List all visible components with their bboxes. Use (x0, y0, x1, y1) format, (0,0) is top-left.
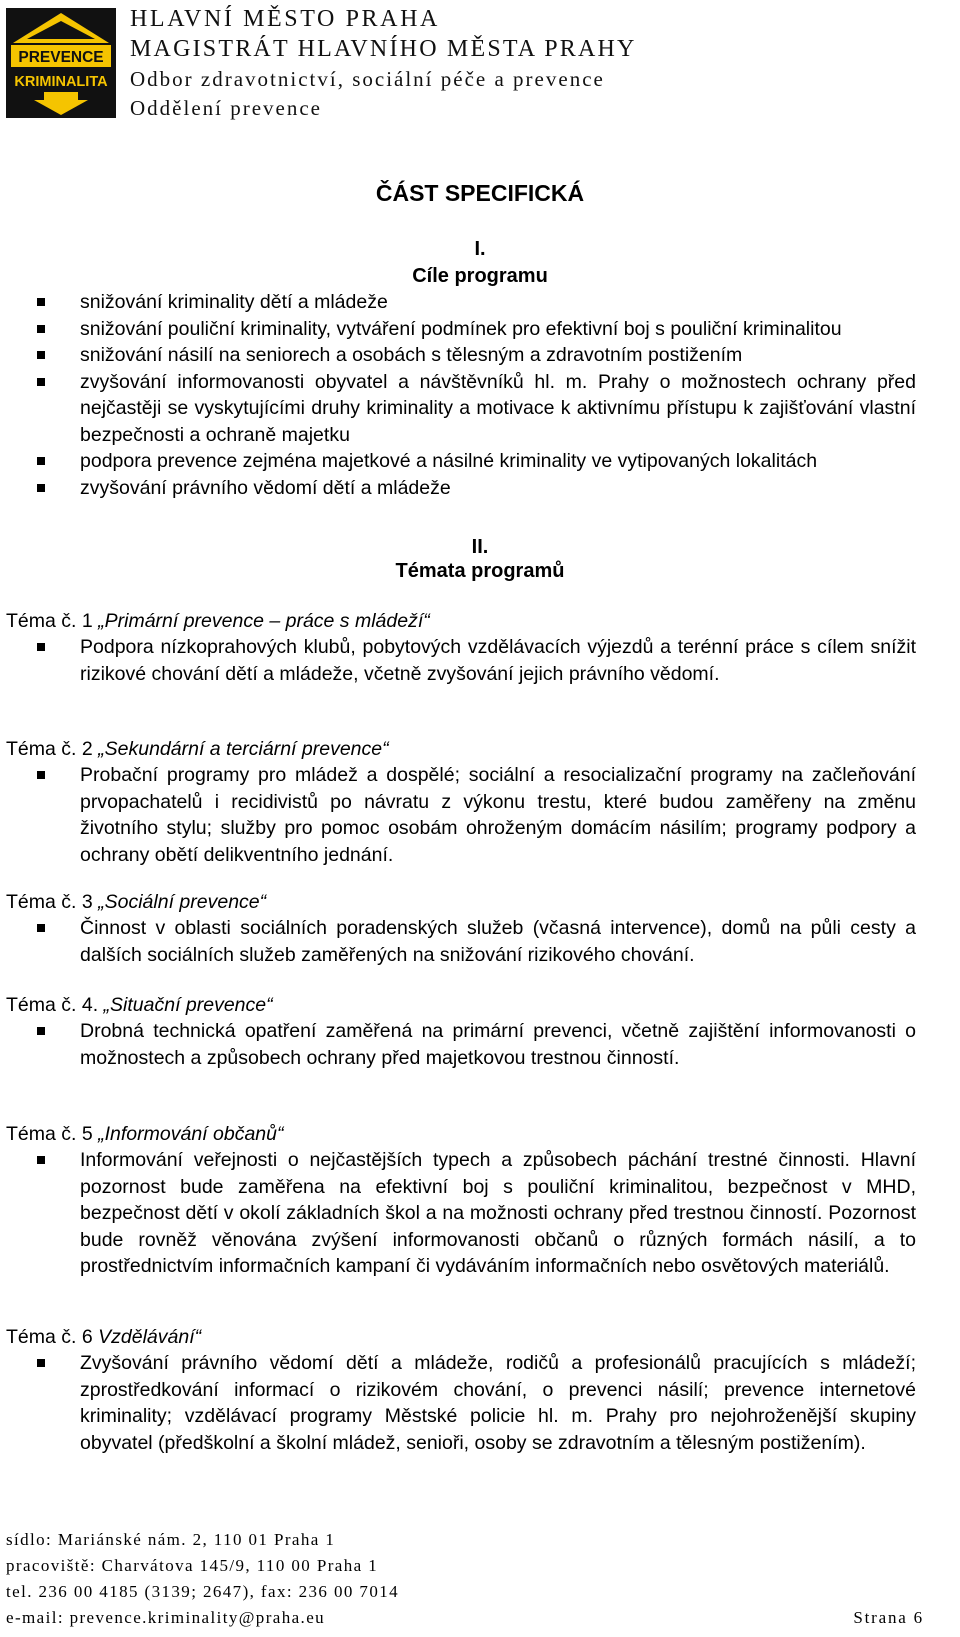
topic-item: Drobná technická opatření zaměřená na primární prevenci, včetně zajištění informovanosti o možnostech a způsobech ochrany před majetkovou trestnou činností. (0, 1018, 960, 1071)
topic-3-list (0, 915, 960, 968)
bullet-icon (37, 643, 45, 651)
topic-4-title: Téma č. 4. „Situační prevence“ (6, 994, 273, 1016)
logo-text-bottom: KRIMINALITA (14, 74, 108, 90)
bullet-icon (37, 1359, 45, 1367)
bullet-icon (37, 484, 45, 492)
goal-item: podpora prevence zejména majetkové a násilné kriminality ve vytipovaných lokalitách (0, 448, 960, 475)
topic-item: Činnost v oblasti sociálních poradenských služeb (včasná intervence), domů na půli cesty a dalších sociálních služeb zaměřených na snižování rizikového chování. (0, 915, 960, 968)
bullet-icon (37, 351, 45, 359)
header-city: HLAVNÍ MĚSTO PRAHA (130, 6, 440, 32)
topic-2-list (0, 762, 960, 868)
section-1-number: I. (474, 238, 486, 260)
topic-item: Informování veřejnosti o nejčastějších typech a způsobech páchání trestné činnosti. Hlavní pozornost bude zaměřena na efektivní boj s pouliční kriminalitou, bezpečnost v MHD, bezpečnost dětí v okolí základních škol a na možnosti ochrany před trestnou činností. Pozornost bude rovněž věnována zvýšení informovanosti občanů o různých formách násilí, a to prostřednictvím informačních kampaní či vydáváním informačních nebo osvětových materiálů. (0, 1147, 960, 1280)
page-number: Strana 6 (853, 1608, 924, 1627)
footer-address: sídlo: Mariánské nám. 2, 110 01 Praha 1 (6, 1530, 336, 1549)
goals-list (0, 289, 960, 501)
topic-6-title: Téma č. 6 Vzdělávání“ (6, 1326, 202, 1348)
topic-5-list (0, 1147, 960, 1280)
header-unit: Oddělení prevence (130, 96, 323, 120)
topic-5-title: Téma č. 5 „Informování občanů“ (6, 1123, 284, 1145)
topic-1-title: Téma č. 1 „Primární prevence – práce s mládeží“ (6, 610, 430, 632)
topic-4-list (0, 1018, 960, 1071)
bullet-icon (37, 924, 45, 932)
goal-item: snižování násilí na seniorech a osobách s tělesným a zdravotním postižením (0, 342, 960, 369)
prevence-kriminality-logo (6, 8, 116, 118)
section-1-heading: Cíle programu (412, 265, 548, 287)
bullet-icon (37, 771, 45, 779)
page-title: ČÁST SPECIFICKÁ (375, 180, 585, 206)
bullet-icon (37, 298, 45, 306)
goal-item: zvyšování právního vědomí dětí a mládeže (0, 475, 960, 502)
goal-item: snižování kriminality dětí a mládeže (0, 289, 960, 316)
topic-item: Probační programy pro mládež a dospělé; sociální a resocializační programy na začleňování prvopachatelů i recidivistů po návratu z výkonu trestu, které budou zaměřeny na změnu životního stylu; služby pro pomoc osobám ohroženým domácím násilím; programy podpory a ochrany obětí delikventního jednání. (0, 762, 960, 868)
bullet-icon (37, 457, 45, 465)
goal-item: zvyšování informovanosti obyvatel a návštěvníků hl. m. Prahy o možnostech ochrany před nejčastěji se vyskytujícími druhy kriminality a motivace k aktivnímu přístupu k zajišťování vlastní bezpečnosti a ochraně majetku (0, 369, 960, 449)
footer-workplace: pracoviště: Charvátova 145/9, 110 00 Praha 1 (6, 1556, 379, 1575)
footer-email: e-mail: prevence.kriminality@praha.eu (6, 1608, 326, 1627)
logo-text-top: PREVENCE (18, 49, 104, 66)
topic-item: Zvyšování právního vědomí dětí a mládeže, rodičů a profesionálů pracujících s mládeží; zprostředkování informací o rizikovém chování, o prevenci násilí; prevence internetové kriminality; vzdělávací programy Městské policie hl. m. Prahy pro nejohroženější skupiny obyvatel (předškolní a školní mládež, senioři, osoby se zdravotním a tělesným postižením). (0, 1350, 960, 1456)
section-2-heading: Témata programů (395, 560, 565, 582)
goal-item: snižování pouliční kriminality, vytváření podmínek pro efektivní boj s pouliční kriminalitou (0, 316, 960, 343)
bullet-icon (37, 1027, 45, 1035)
topic-3-title: Téma č. 3 „Sociální prevence“ (6, 891, 267, 913)
header-magistrate: MAGISTRÁT HLAVNÍHO MĚSTA PRAHY (130, 36, 637, 62)
topic-2-title: Téma č. 2 „Sekundární a terciární prevence“ (6, 738, 389, 760)
topic-1-list (0, 634, 960, 687)
footer-phone: tel. 236 00 4185 (3139; 2647), fax: 236 00 7014 (6, 1582, 400, 1601)
header-department: Odbor zdravotnictví, sociální péče a prevence (130, 67, 605, 91)
bullet-icon (37, 378, 45, 386)
topic-item: Podpora nízkoprahových klubů, pobytových vzdělávacích výjezdů a terénní práce s cílem snížit rizikové chování dětí a mládeže, včetně zvyšování jejich právního vědomí. (0, 634, 960, 687)
bullet-icon (37, 1156, 45, 1164)
bullet-icon (37, 325, 45, 333)
topic-6-list (0, 1350, 960, 1456)
section-2-number: II. (471, 536, 489, 558)
